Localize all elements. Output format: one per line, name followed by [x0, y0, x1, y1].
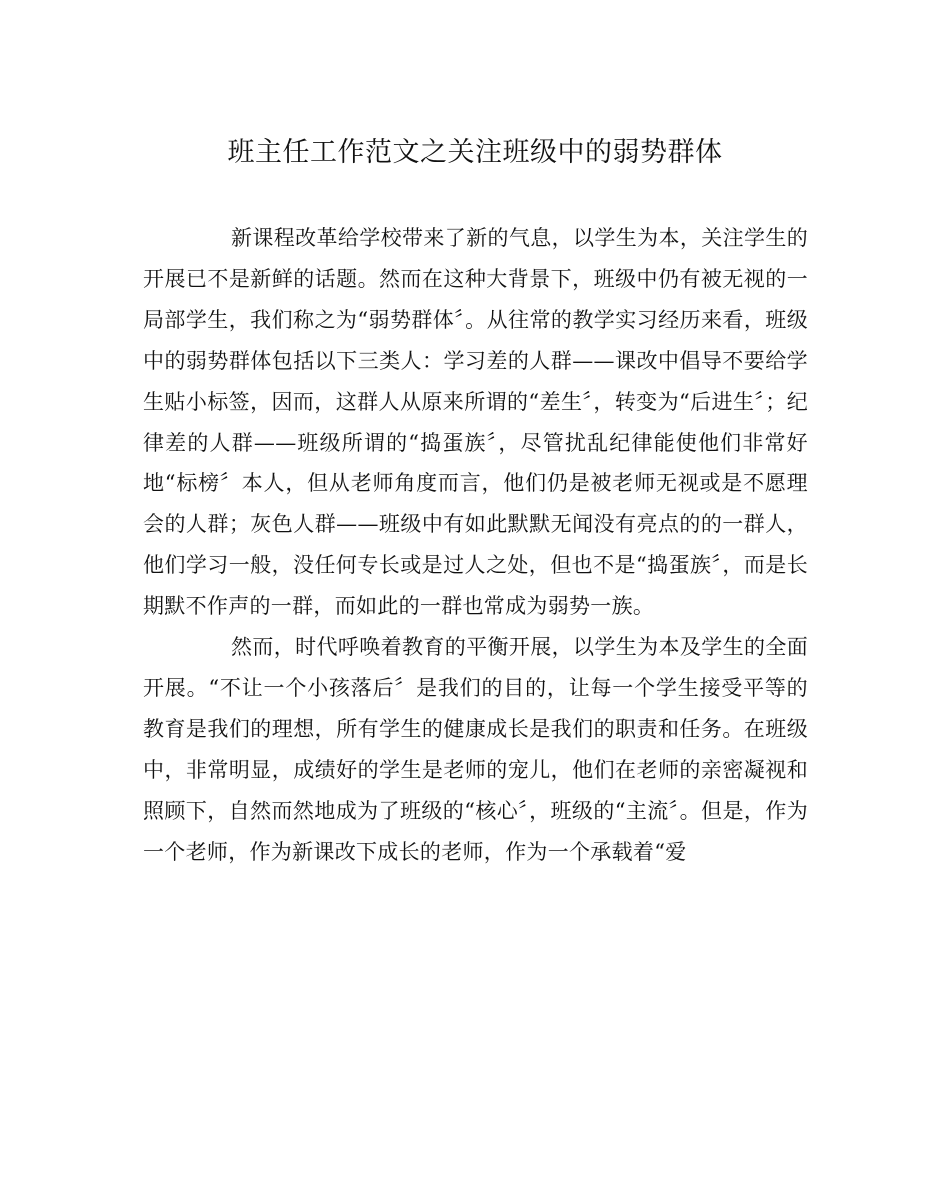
- paragraph-1: 新课程改革给学校带来了新的气息，以学生为本，关注学生的开展已不是新鲜的话题。然而在这种大背景下，班级中仍有被无视的一局部学生，我们称之为“弱势群体〞。从往常的教学实习经历来看，班级中的弱势群体包括以下三类人：学习差的人群——课改中倡导不要给学生贴小标签，因而，这群人从原来所谓的“差生〞，转变为“后进生〞；纪律差的人群——班级所谓的“捣蛋族〞，尽管扰乱纪律能使他们非常好地“标榜〞本人，但从老师角度而言，他们仍是被老师无视或是不愿理会的人群；灰色人群——班级中有如此默默无闻没有亮点的的一群人，他们学习一般，没任何专长或是过人之处，但也不是“捣蛋族〞，而是长期默不作声的一群，而如此的一群也常成为弱势一族。: [143, 226, 808, 619]
- document-body: [143, 218, 808, 873]
- page-title: 班主任工作范文之关注班级中的弱势群体: [227, 137, 723, 168]
- paragraph-2: 然而，时代呼唤着教育的平衡开展，以学生为本及学生的全面开展。“不让一个小孩落后〞是我们的目的，让每一个学生接受平等的教育是我们的理想，所有学生的健康成长是我们的职责和任务。在班级中，非常明显，成绩好的学生是老师的宠儿，他们在老师的亲密凝视和照顾下，自然而然地成为了班级的“核心〞，班级的“主流〞。但是，作为一个老师，作为新课改下成长的老师，作为一个承载着“爱: [143, 635, 808, 864]
